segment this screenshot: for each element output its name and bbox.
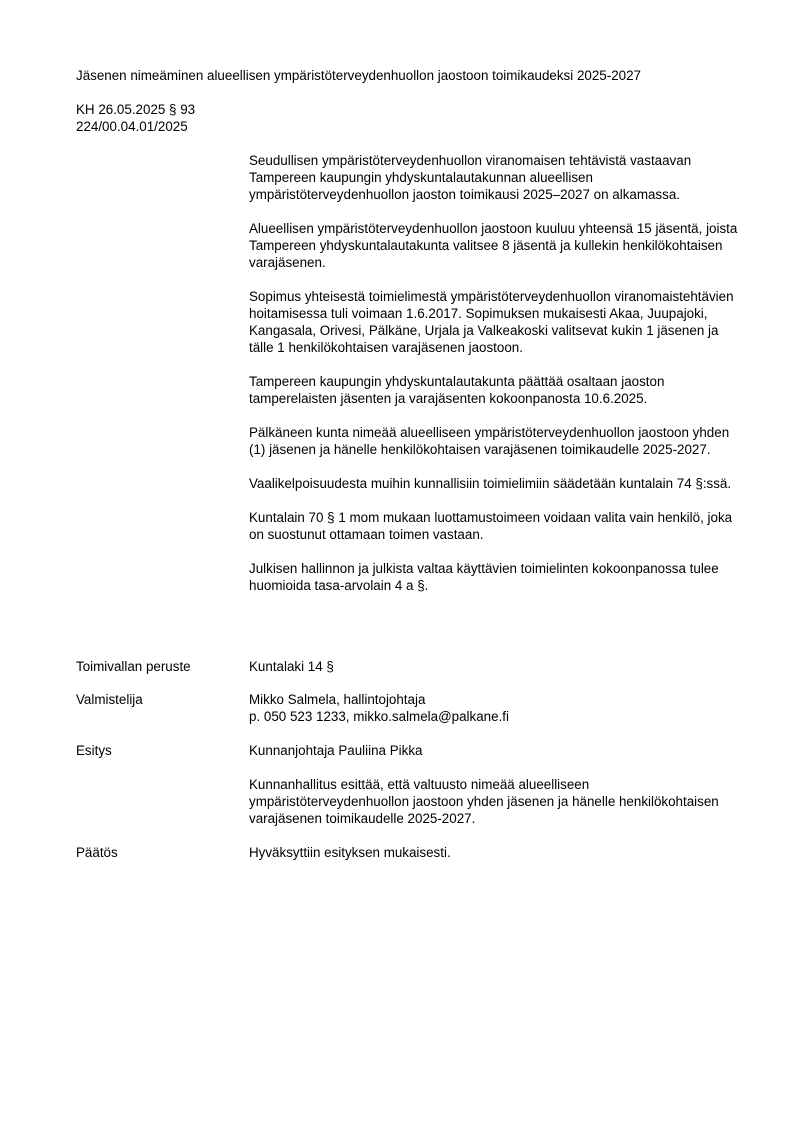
paragraph: Pälkäneen kunta nimeää alueelliseen ympäristöterveydenhuollon jaostoon yhden (1) jäsenen ja hänelle henkilökohtaisen varajäsenen toimikaudelle 2025-2027.	[249, 425, 730, 457]
decision-text: Hyväksyttiin esityksen mukaisesti.	[249, 845, 451, 860]
paragraph: Sopimus yhteisestä toimielimestä ympäristöterveydenhuollon viranomaistehtävien hoitamisessa tuli voimaan 1.6.2017. Sopimuksen mukaisesti Akaa, Juupajoki, Kangasala, Orivesi, Pälkäne, Urjala ja Valkeakoski valitsevat kukin 1 jäsenen ja tälle 1 henkilökohtaisen varajäsenen jaostoon.	[249, 289, 734, 355]
preparer-label: Valmistelija	[76, 692, 143, 707]
document-meta	[76, 101, 195, 135]
authority-text: Kuntalaki 14 §	[249, 659, 334, 674]
paragraph: Kuntalain 70 § 1 mom mukaan luottamustoimeen voidaan valita vain henkilö, joka on suostunut ottamaan toimen vastaan.	[249, 510, 733, 542]
background-text	[249, 152, 741, 611]
paragraph: Tampereen kaupungin yhdyskuntalautakunta päättää osaltaan jaoston tamperelaisten jäsenten ja varajäsenten kokoonpanosta 10.6.2025.	[249, 374, 665, 406]
preparer-contact: p. 050 523 1233, mikko.salmela@palkane.fi	[249, 709, 509, 724]
decision-value	[249, 844, 741, 861]
preparer-value	[249, 691, 741, 725]
paragraph: Vaalikelpoisuudesta muihin kunnallisiin toimielimiin säädetään kuntalain 74 §:ssä.	[249, 476, 732, 491]
meeting-reference: KH 26.05.2025 § 93	[76, 102, 196, 117]
document-title: Jäsenen nimeäminen alueellisen ympäristöterveydenhuollon jaostoon toimikaudeksi 2025-2027	[76, 68, 641, 83]
authority-value	[249, 658, 741, 675]
proposal-value	[249, 742, 741, 844]
paragraph: Alueellisen ympäristöterveydenhuollon jaostoon kuuluu yhteensä 15 jäsentä, joista Tampereen yhdyskuntalautakunta valitsee 8 jäsentä ja kullekin henkilökohtaisen varajäsenen.	[249, 221, 738, 270]
decision-label: Päätös	[76, 845, 118, 860]
paragraph: Julkisen hallinnon ja julkista valtaa käyttävien toimielinten kokoonpanossa tulee huomioida tasa-arvolain 4 a §.	[249, 561, 719, 593]
proposal-presenter: Kunnanjohtaja Pauliina Pikka	[249, 743, 423, 758]
record-id: 224/00.04.01/2025	[76, 119, 188, 134]
preparer-name: Mikko Salmela, hallintojohtaja	[249, 692, 426, 707]
paragraph: Seudullisen ympäristöterveydenhuollon viranomaisen tehtävistä vastaavan Tampereen kaupungin yhdyskuntalautakunnan alueellisen ympäristöterveydenhuollon jaoston toimikausi 2025–2027 on alkamassa.	[249, 153, 692, 202]
proposal-label: Esitys	[76, 743, 112, 758]
proposal-text: Kunnanhallitus esittää, että valtuusto nimeää alueelliseen ympäristöterveydenhuollon jaostoon yhden jäsenen ja hänelle henkilökohtaisen varajäsenen toimikaudelle 2025-2027.	[249, 777, 719, 826]
authority-label: Toimivallan peruste	[76, 659, 191, 674]
